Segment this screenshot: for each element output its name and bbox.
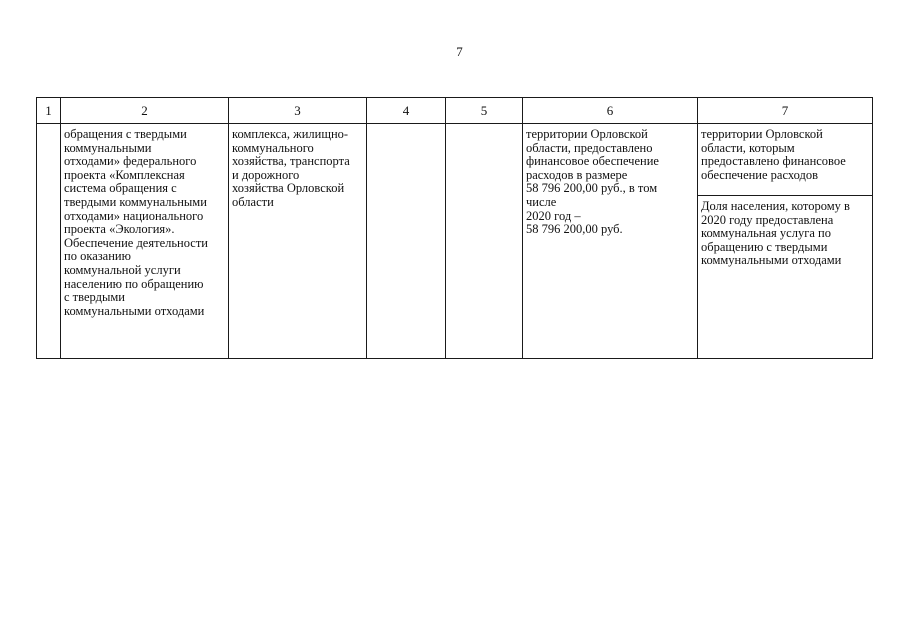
column-header-2: 2 — [61, 98, 229, 124]
column-header-7: 7 — [698, 98, 873, 124]
cell-indicators — [698, 124, 873, 359]
cell-column-5 — [446, 124, 523, 359]
cell-result-text: территории Орловской области, предоставлено финансовое обеспечение расходов в размере 58 796 200,00 руб., в том числе 2020 год – 58 796 200,00 руб. — [526, 127, 659, 237]
cell-number — [37, 124, 61, 359]
indicator-bottom — [698, 196, 872, 358]
column-header-1: 1 — [37, 98, 61, 124]
cell-event-name-text: обращения с твердыми коммунальными отходами» федерального проекта «Комплексная система обращения с твердыми коммунальными отходами» национального проекта «Экология». Обеспечение деятельности по оказанию коммунальной услуги населению по обращению с твердыми коммунальными отходами — [64, 127, 209, 318]
indicator-top-text: территории Орловской области, которым предоставлено финансовое обеспечение расходов — [701, 127, 846, 182]
indicator-top — [698, 124, 872, 196]
cell-event-name — [61, 124, 229, 359]
document-table — [36, 97, 873, 359]
column-header-3: 3 — [229, 98, 367, 124]
page-number: 7 — [456, 44, 463, 59]
cell-column-4 — [367, 124, 446, 359]
indicators-split — [698, 124, 872, 358]
cell-column-5-text — [446, 124, 522, 130]
indicator-bottom-text: Доля населения, которому в 2020 году предоставлена коммунальная услуга по обращению с твердыми коммунальными отходами — [701, 199, 850, 268]
column-header-6: 6 — [523, 98, 698, 124]
cell-column-4-text — [367, 124, 445, 130]
cell-responsible — [229, 124, 367, 359]
cell-responsible-text: комплекса, жилищно- коммунального хозяйства, транспорта и дорожного хозяйства Орловской области — [232, 127, 350, 209]
column-header-5: 5 — [446, 98, 523, 124]
cell-result — [523, 124, 698, 359]
cell-number-text — [37, 124, 60, 130]
table-row — [37, 124, 873, 359]
column-header-4: 4 — [367, 98, 446, 124]
table-header-row — [37, 98, 873, 124]
